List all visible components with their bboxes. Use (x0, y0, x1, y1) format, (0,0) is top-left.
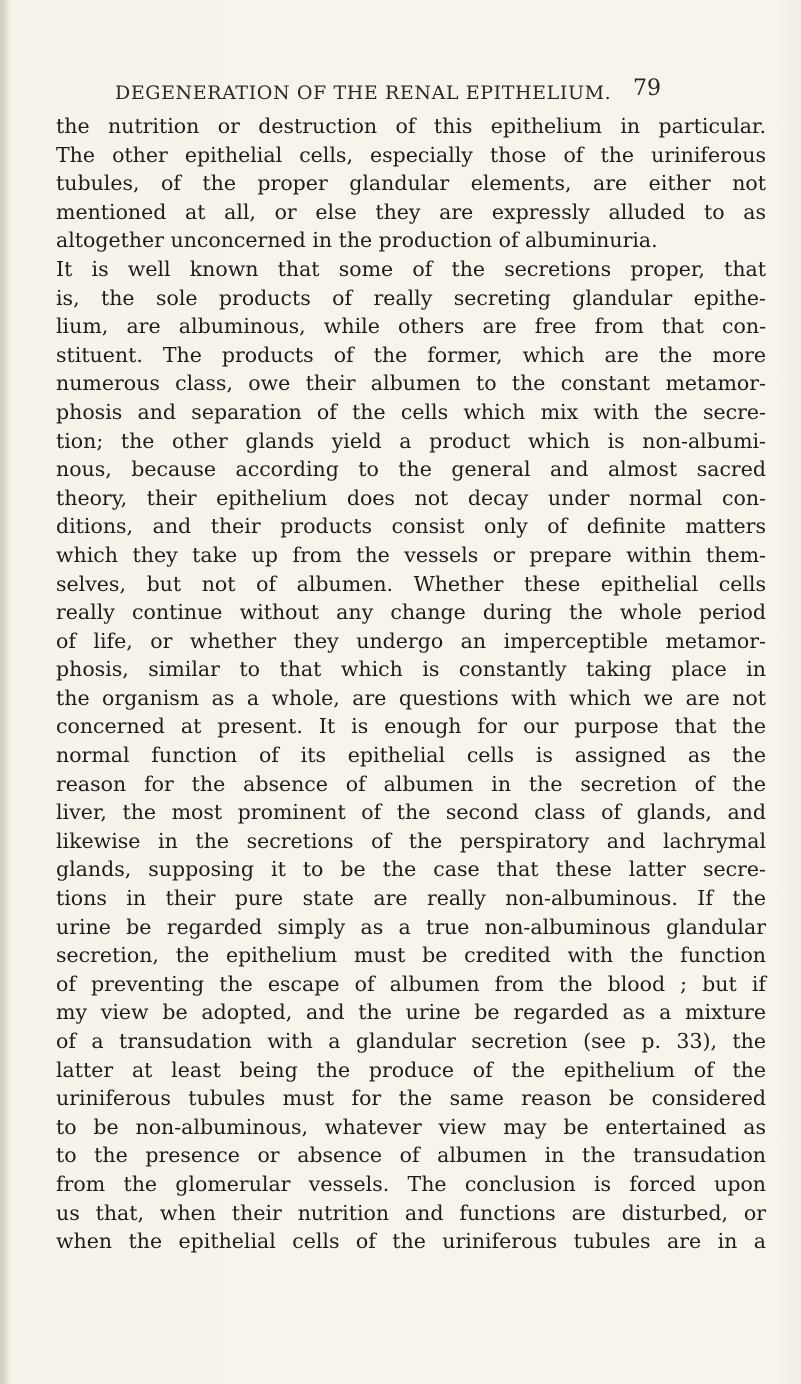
text-line: to be non-albuminous, whatever view may be entertained as (56, 1114, 766, 1139)
text-line: secretion, the epithelium must be credited with the function (56, 943, 766, 968)
text-line: of preventing the escape of albumen from the blood ; but if (56, 971, 766, 996)
text-line: nous, because according to the general and almost sacred (56, 457, 766, 482)
text-line: normal function of its epithelial cells is assigned as the (56, 743, 766, 768)
body-text (56, 112, 766, 1256)
text-line: uriniferous tubules must for the same reason be considered (56, 1086, 766, 1111)
text-line: lium, are albuminous, while others are free from that con- (56, 314, 766, 339)
running-head (0, 76, 801, 110)
text-line: liver, the most prominent of the second class of glands, and (56, 800, 766, 825)
text-line: which they take up from the vessels or prepare within them- (56, 542, 766, 567)
text-line: selves, but not of albumen. Whether these epithelial cells (56, 571, 766, 596)
text-line: The other epithelial cells, especially those of the uriniferous (56, 142, 766, 167)
text-line: theory, their epithelium does not decay under normal con- (56, 485, 766, 510)
running-title: DEGENERATION OF THE RENAL EPITHELIUM. (115, 82, 612, 104)
text-line: of a transudation with a glandular secretion (see p. 33), the (56, 1029, 766, 1053)
text-line: from the glomerular vessels. The conclusion is forced upon (56, 1171, 766, 1196)
text-line: mentioned at all, or else they are expressly alluded to as (56, 199, 766, 224)
text-line: numerous class, owe their albumen to the constant metamor- (56, 371, 766, 396)
text-line: urine be regarded simply as a true non-albuminous glandular (56, 914, 766, 939)
text-line: stituent. The products of the former, which are the more (56, 342, 766, 367)
text-line: tions in their pure state are really non-albuminous. If the (56, 886, 766, 911)
page-number: 79 (633, 76, 661, 101)
text-line: phosis, similar to that which is constantly taking place in (56, 657, 766, 682)
text-line: the organism as a whole, are questions with which we are not (56, 685, 766, 710)
binding-shadow (0, 0, 10, 1384)
text-line: really continue without any change during the whole period (56, 600, 766, 625)
text-line: of life, or whether they undergo an imperceptible metamor- (56, 628, 766, 653)
text-line: altogether unconcerned in the production of albuminuria. (56, 228, 658, 253)
text-line: glands, supposing it to be the case that these latter secre- (56, 857, 766, 882)
text-line: is, the sole products of really secreting glandular epithe- (56, 285, 766, 310)
text-line: reason for the absence of albumen in the secretion of the (56, 771, 766, 796)
text-line: when the epithelial cells of the uriniferous tubules are in a (56, 1229, 766, 1254)
text-line: the nutrition or destruction of this epithelium in particular. (56, 114, 766, 138)
text-line: tubules, of the proper glandular elements, are either not (56, 171, 766, 196)
text-line: concerned at present. It is enough for our purpose that the (56, 714, 766, 739)
text-line: It is well known that some of the secretions proper, that (56, 256, 766, 281)
text-line: us that, when their nutrition and functions are disturbed, or (56, 1200, 766, 1225)
text-line: to the presence or absence of albumen in the transudation (56, 1143, 766, 1168)
text-line: my view be adopted, and the urine be regarded as a mixture (56, 1000, 766, 1025)
text-line: likewise in the secretions of the perspiratory and lachrymal (56, 828, 766, 853)
text-line: tion; the other glands yield a product which is non-albumi- (56, 428, 766, 453)
text-line: ditions, and their products consist only of definite matters (56, 514, 766, 539)
text-line: latter at least being the produce of the epithelium of the (56, 1057, 766, 1082)
text-line: phosis and separation of the cells which mix with the secre- (56, 399, 766, 424)
